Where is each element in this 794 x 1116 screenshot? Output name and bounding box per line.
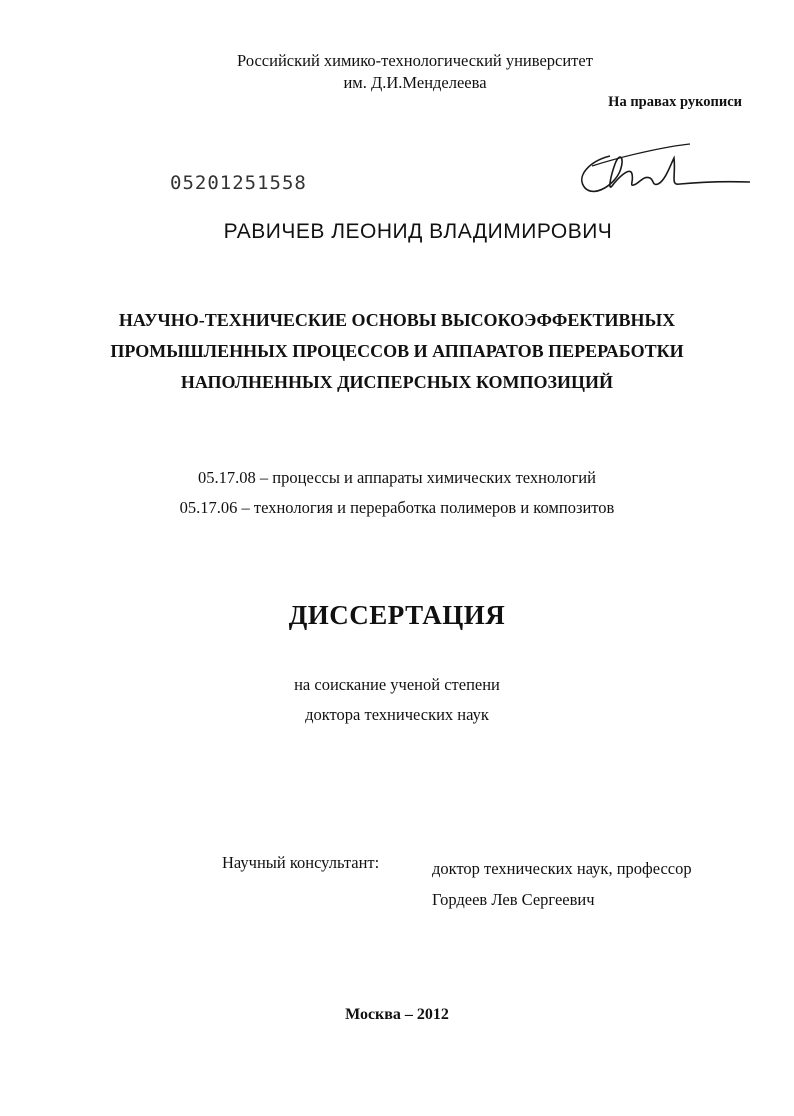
specialty-2: 05.17.06 – технология и переработка полимеров и композитов — [179, 498, 615, 517]
university-line-1: Российский химико-технологический университет — [237, 51, 593, 70]
specialties — [0, 463, 794, 523]
consultant-title: доктор технических наук, профессор — [432, 859, 692, 878]
degree-line-2: доктора технических наук — [305, 705, 489, 724]
document-type: ДИССЕРТАЦИЯ — [288, 600, 506, 630]
city-year: Москва – 2012 — [345, 1006, 449, 1023]
title-line-1: НАУЧНО-ТЕХНИЧЕСКИЕ ОСНОВЫ ВЫСОКОЭФФЕКТИВНЫХ — [118, 310, 676, 330]
consultant-label: Научный консультант: — [222, 853, 380, 872]
signature — [570, 136, 760, 206]
dissertation-title — [0, 305, 794, 398]
university-name — [130, 50, 700, 94]
document-number: 05201251558 — [170, 172, 307, 194]
author-name: РАВИЧЕВ ЛЕОНИД ВЛАДИМИРОВИЧ — [223, 220, 613, 243]
consultant-info — [432, 853, 692, 915]
university-line-2: им. Д.И.Менделеева — [343, 73, 487, 92]
title-line-3: НАПОЛНЕННЫХ ДИСПЕРСНЫХ КОМПОЗИЦИЙ — [180, 372, 614, 392]
specialty-1: 05.17.08 – процессы и аппараты химических технологий — [198, 468, 596, 487]
degree-line-1: на соискание ученой степени — [294, 675, 500, 694]
degree-info — [0, 670, 794, 730]
title-line-2: ПРОМЫШЛЕННЫХ ПРОЦЕССОВ И АППАРАТОВ ПЕРЕРАБОТКИ — [110, 341, 684, 361]
consultant-name: Гордеев Лев Сергеевич — [432, 890, 595, 909]
manuscript-rights-note: На правах рукописи — [608, 94, 742, 110]
